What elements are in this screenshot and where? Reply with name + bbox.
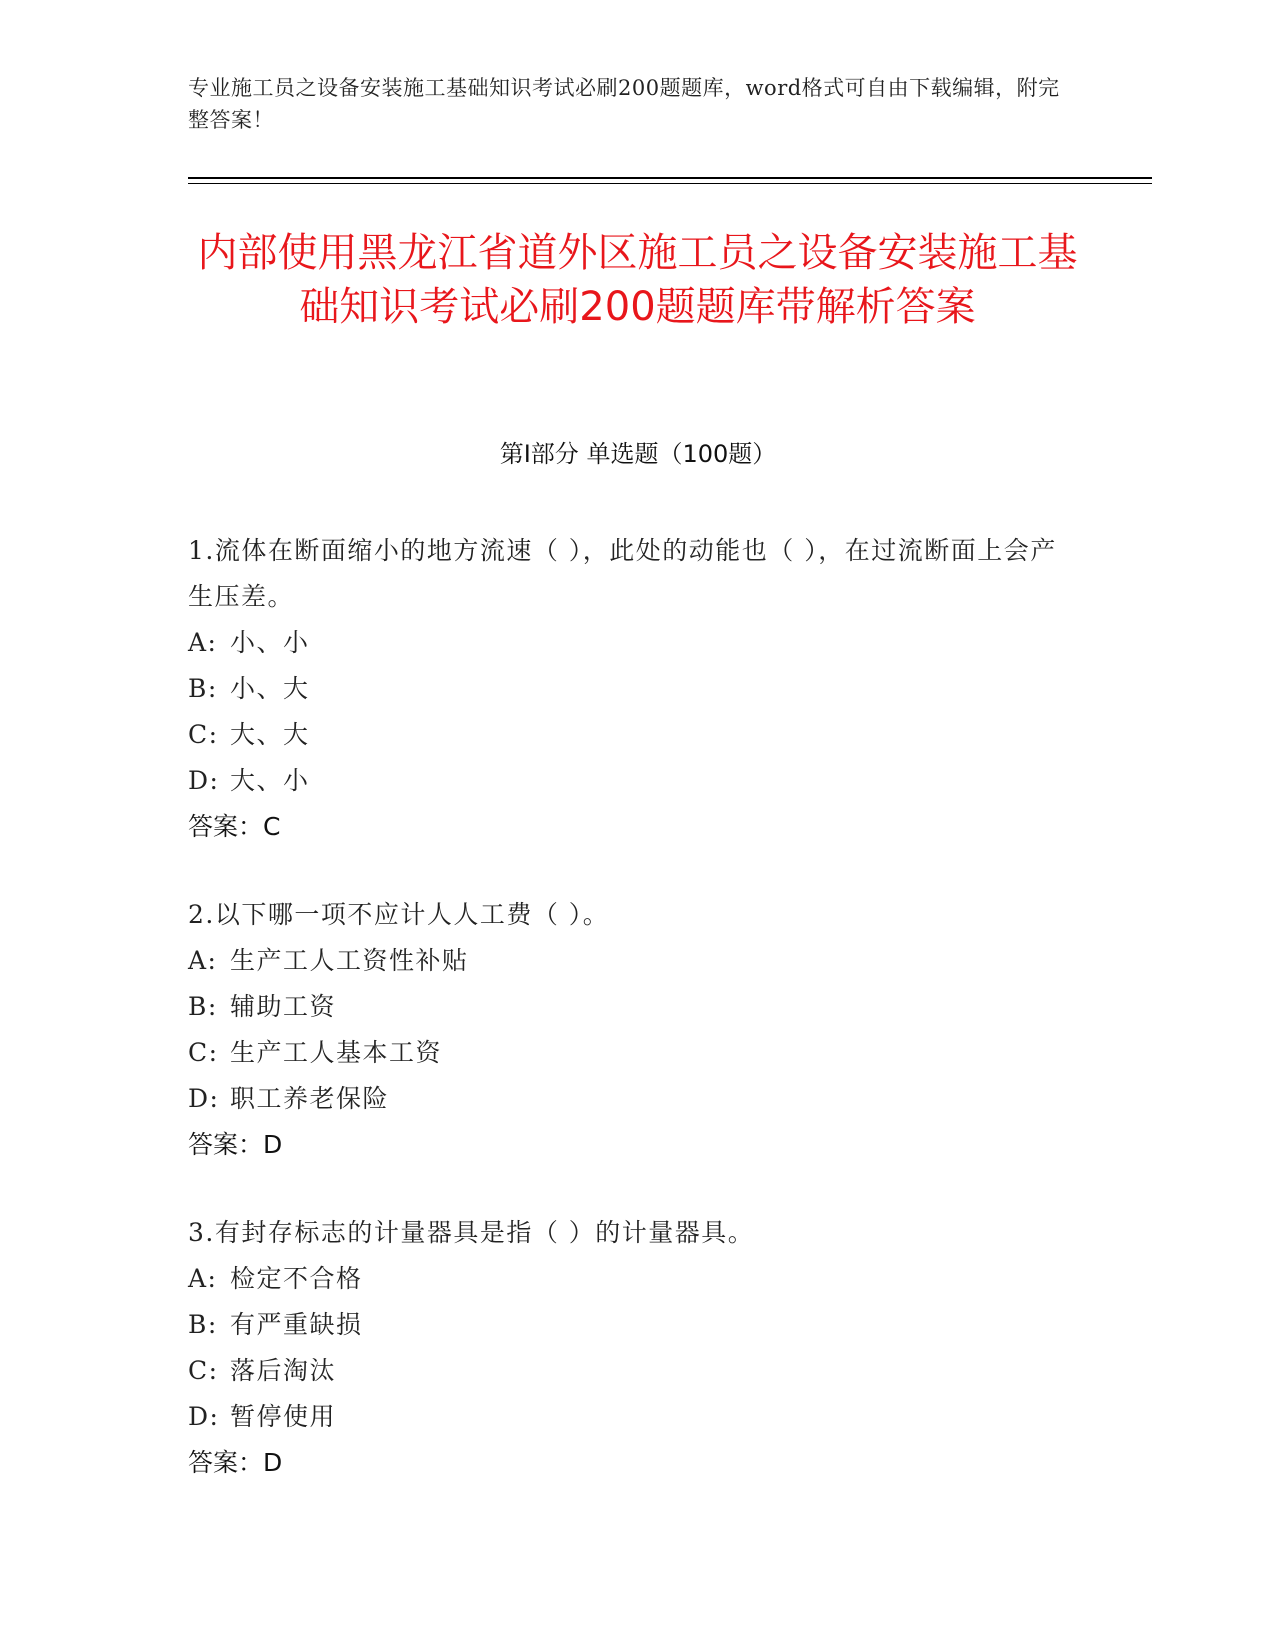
option-text: 生产工人基本工资 — [230, 1038, 443, 1067]
option-text: 大、大 — [230, 720, 310, 749]
option-key: C: — [188, 1356, 219, 1385]
question-2 — [188, 892, 1068, 1168]
header-note: 专业施工员之设备安装施工基础知识考试必刷200题题库，word格式可自由下载编辑，附完整答案！ — [188, 76, 1060, 132]
option-text: 有严重缺损 — [230, 1310, 363, 1339]
option-b — [188, 984, 1068, 1030]
option-key: A: — [188, 946, 218, 975]
option-text: 暂停使用 — [230, 1402, 337, 1431]
option-a — [188, 1256, 1068, 1302]
option-d — [188, 758, 1068, 804]
question-stem: 2.以下哪一项不应计人人工费（ ）。 — [188, 900, 610, 929]
option-text: 大、小 — [230, 766, 310, 795]
option-b — [188, 1302, 1068, 1348]
header-rule-thin — [188, 183, 1152, 184]
option-key: C: — [188, 1038, 219, 1067]
option-key: D: — [188, 766, 220, 795]
question-list — [188, 528, 1068, 1528]
option-b — [188, 666, 1068, 712]
question-stem: 3.有封存标志的计量器具是指（ ）的计量器具。 — [188, 1218, 755, 1247]
option-text: 落后淘汰 — [230, 1356, 337, 1385]
option-d — [188, 1394, 1068, 1440]
answer-line: 答案：D — [188, 1448, 283, 1477]
option-key: B: — [188, 1310, 218, 1339]
option-text: 小、大 — [230, 674, 310, 703]
header-rule-thick — [188, 177, 1152, 179]
option-c — [188, 1348, 1068, 1394]
option-text: 小、小 — [230, 628, 310, 657]
document-title: 内部使用黑龙江省道外区施工员之设备安装施工基础知识考试必刷200题题库带解析答案 — [197, 230, 1078, 330]
option-c — [188, 1030, 1068, 1076]
option-text: 职工养老保险 — [230, 1084, 390, 1113]
option-key: D: — [188, 1084, 220, 1113]
option-key: B: — [188, 674, 218, 703]
option-key: A: — [188, 628, 218, 657]
section-title: 第I部分 单选题（100题） — [499, 440, 777, 468]
option-text: 辅助工资 — [230, 992, 337, 1021]
option-key: B: — [188, 992, 218, 1021]
option-a — [188, 620, 1068, 666]
option-c — [188, 712, 1068, 758]
option-key: A: — [188, 1264, 218, 1293]
option-a — [188, 938, 1068, 984]
question-3 — [188, 1210, 1068, 1486]
option-key: D: — [188, 1402, 220, 1431]
answer-line: 答案：C — [188, 812, 281, 841]
option-text: 生产工人工资性补贴 — [230, 946, 469, 975]
answer-line: 答案：D — [188, 1130, 283, 1159]
question-1 — [188, 528, 1068, 850]
question-stem: 1.流体在断面缩小的地方流速（ ），此处的动能也（ ），在过流断面上会产生压差。 — [188, 536, 1057, 611]
option-key: C: — [188, 720, 219, 749]
option-d — [188, 1076, 1068, 1122]
option-text: 检定不合格 — [230, 1264, 363, 1293]
